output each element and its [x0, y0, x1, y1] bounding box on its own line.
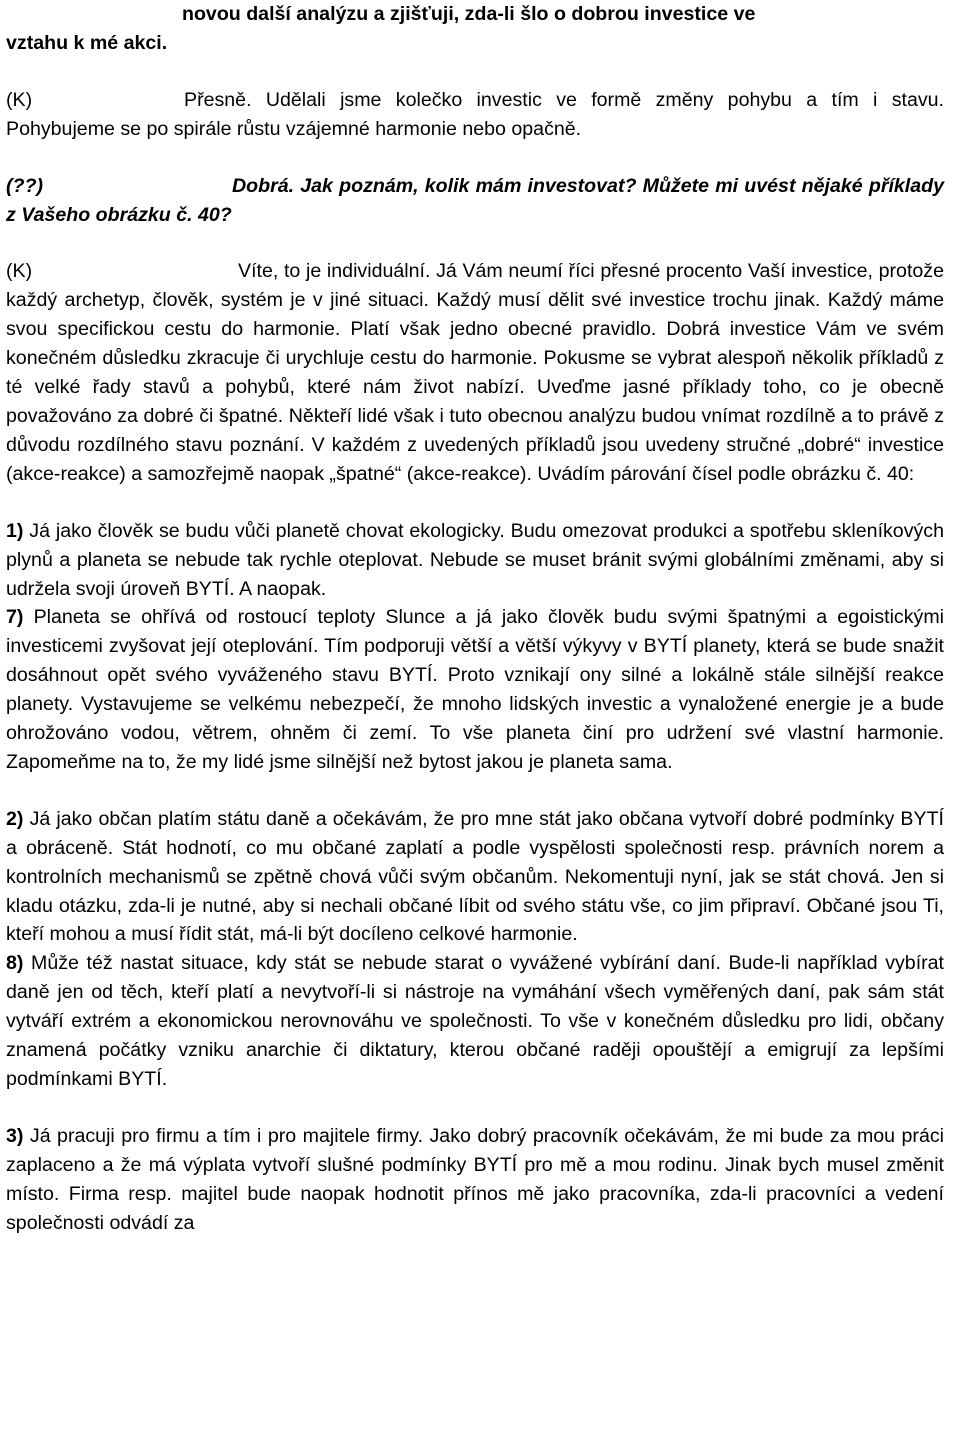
example-text: Planeta se ohřívá od rostoucí teploty Slunce a já jako člověk budu svými špatnými a egoistickými investicemi zvyšovat její oteplování. Tím podporuji větší a větší výkyvy v BYTÍ planety, která se bude snažit dosáhnout opět svého vyváženého stavu BYTÍ. Proto vznikají ony silné a lokálně stále silnější reakce planety. Vystavujeme se velkému nebezpečí, že mnoho lidských investic a vynaložené energie je a bude ohrožováno vodou, větrem, ohněm či zemí. To vše planeta činí pro udržení své vlastní harmonie. Zapomeňme na to, že my lidé jsme silnější než bytost jakou je planeta sama.	[6, 606, 944, 773]
spacer	[6, 489, 944, 517]
intro-line-1: novou další analýzu a zjišťuji, zda-li šlo o dobrou investice ve	[182, 3, 756, 25]
example-text: Já pracuji pro firmu a tím i pro majitele firmy. Jako dobrý pracovník očekávám, že mi bude za mou práci zaplaceno a že má výplata vytvoří slušné podmínky BYTÍ pro mě a mou rodinu. Jinak bych musel změnit místo. Firma resp. majitel bude naopak hodnotit přínos mě jako pracovníka, zda-li pracovníci a vedení společnosti odvádí za	[6, 1124, 944, 1234]
example-number: 1)	[6, 519, 24, 542]
speaker-label: (K)	[6, 260, 33, 283]
example-7	[6, 603, 944, 776]
spacer	[6, 144, 944, 172]
speaker-label: (K)	[6, 88, 33, 111]
speaker-label: (??)	[6, 174, 43, 197]
spacer	[6, 777, 944, 805]
example-number: 2)	[6, 807, 24, 830]
example-number: 3)	[6, 1124, 24, 1147]
k-answer-1-text: Přesně. Udělali jsme kolečko investic ve formě změny pohybu a tím i stavu. Pohybujeme se po spirále růstu vzájemné harmonie nebo opačně.	[6, 88, 944, 140]
question-2	[6, 172, 944, 230]
k-answer-2	[6, 257, 944, 488]
example-2	[6, 805, 944, 950]
example-text: Já jako občan platím státu daně a očekávám, že pro mne stát jako občana vytvoří dobré podmínky BYTÍ a obráceně. Stát hodnotí, co mu občané zaplatí a podle vyspělosti společnosti resp. právních norem a kontrolních mechanismů se zpětně chová vůči svým občanům. Nekomentuji nyní, jak se stát chová. Jen si kladu otázku, zda-li je nutné, aby si nechali občané líbit od svého státu vše, co jim připraví. Občané jsou Ti, kteří mohou a musí řídit stát, má-li být docíleno celkové harmonie.	[6, 807, 944, 946]
k-answer-2-text: Víte, to je individuální. Já Vám neumí říci přesné procento Vaší investice, protože každý archetyp, člověk, systém je v jiné situaci. Každý musí dělit své investice trochu jinak. Každý máme svou specifickou cestu do harmonie. Platí však jedno obecné pravidlo. Dobrá investice Vám ve svém konečném důsledku zkracuje či urychluje cestu do harmonie. Pokusme se vybrat alespoň několik příkladů z té velké řady stavů a pohybů, které nám život nabízí. Uveďme jasné příklady toho, co je obecně považováno za dobré či špatné. Někteří lidé však i tuto obecnou analýzu budou vnímat rozdílně a to právě z důvodu rozdílného stavu poznání. V každém z uvedených příkladů jsou uvedeny stručné „dobré“ investice (akce-reakce) a samozřejmě naopak „špatné“ (akce-reakce). Uvádím párování čísel podle obrázku č. 40:	[6, 260, 944, 485]
example-text: Může též nastat situace, kdy stát se nebude starat o vyvážené vybírání daní. Bude-li například vybírat daně jen od těch, kteří platí a nevytvoří-li si nástroje na vymáhání všech vyměřených daní, pak sám stát vytváří extrém a ekonomickou nerovnováhu ve společnosti. To vše v konečném důsledku pro lidi, občany znamená počátky vzniku anarchie či diktatury, kterou občané raději opouštějí a emigrují za lepšími podmínkami BYTÍ.	[6, 952, 944, 1090]
example-3	[6, 1122, 944, 1238]
example-8	[6, 949, 944, 1094]
question-2-text: Dobrá. Jak poznám, kolik mám investovat? Můžete mi uvést nějaké příklady z Vašeho obrázku č. 40?	[6, 174, 944, 226]
example-number: 8)	[6, 952, 24, 975]
spacer	[6, 1094, 944, 1122]
intro-line-2: vztahu k mé akci.	[6, 31, 168, 54]
example-number: 7)	[6, 606, 24, 629]
spacer	[6, 58, 944, 86]
spacer	[6, 229, 944, 257]
example-1	[6, 517, 944, 604]
example-text: Já jako člověk se budu vůči planetě chovat ekologicky. Budu omezovat produkci a spotřebu skleníkových plynů a planeta se nebude tak rychle oteplovat. Nebude se muset bránit svými globálními změnami, aby si udržela svoji úroveň BYTÍ. A naopak.	[6, 519, 944, 600]
k-answer-1	[6, 86, 944, 144]
